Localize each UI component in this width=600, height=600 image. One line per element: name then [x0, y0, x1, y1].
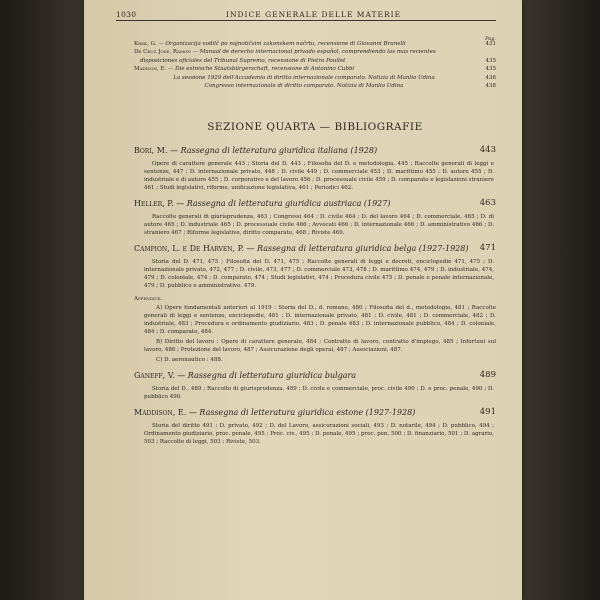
pag-label: Pag.: [485, 36, 496, 42]
bib-description: Storia del D., 489 ; Raccolte di giurisprudenza, 489 ; D. civile e commerciale, proc. civile 490 ; D. e proc. penale, 490 ; D. pubblico 490.: [144, 386, 494, 401]
entry-page: 431: [485, 41, 496, 47]
appendix-title: Appendice.: [134, 296, 163, 303]
entry-author: Krek, G.: [134, 41, 157, 47]
bib-author: Bori, M.: [134, 146, 168, 156]
bib-page: 491: [479, 407, 496, 418]
bib-author: Maddison, E.: [134, 408, 187, 418]
notice-page: 436: [485, 75, 496, 82]
bibliography-entry: [134, 145, 496, 156]
notice-text: Congresso internazionale di diritto comparato. Notizia di Manlio Udina: [204, 83, 404, 90]
bib-page: 463: [479, 198, 496, 209]
bib-title: — Rassegna di letteratura giuridica belga (1927-1928): [246, 244, 469, 254]
notice-page: 438: [485, 83, 496, 90]
bib-page: 443: [479, 145, 496, 156]
appendix-item: C) D. aeronautico : 488.: [156, 357, 223, 364]
page-number: 1030: [116, 10, 137, 19]
bib-description: Raccolte generali di giurisprudenza, 463 ; Congressi 464 ; D. civile 464 ; D. del lavoro 464 ; D. commerciale, 465 ; D. di autore 465 ; D. industriale 465 ; D. processuale civile 466 ; Avvocati 466 ; D. internazionale 466 ; D. amministrativo 466 ; D. straniero 467 ; Riforme legislative, diritto comparato, 468 ; Riviste 469.: [144, 214, 494, 237]
bib-page: 489: [479, 370, 496, 381]
running-header: [116, 6, 496, 21]
bib-description: Storia del D. 471, 475 ; Filosofia del D. 471, 475 ; Raccolte generali di leggi e decreti, enciclopedie 471, 475 ; D. internazionale privato, 472, 477 ; D. civile, 473, 477 ; D. commerciale 473, 478 ; D. marittimo 474, 479 ; D. industriale, 474, 479 ; D. coloniale, 474 ; D. comparato, 474 ; Studi legislativi, 474 ; Procedura civile 475 ; D. penale e penale internazionale, 479 ; D. pubblico e amministrativo. 479.: [144, 259, 494, 290]
bibliography-entry: [134, 370, 496, 381]
review-list: [134, 40, 496, 73]
entry-author: Madison, E.: [134, 65, 167, 72]
entry-author: De Cruz José, Ramon: [134, 49, 191, 56]
bib-description: Storia del diritto 491 ; D. privato, 492 ; D. del Lavoro, assicurazioni sociali, 493 ; D. notarile, 494 ; D. pubblico, 494 ; Ordinamento giudiziario, proc. penale, 495 ; Proc. civ., 495 ; D. penale, 495 ; proc. pen. 500 ; D. finanziario, 501 ; D. agrario, 503 ; Raccolte di leggi, 503 ; Riviste, 503.: [144, 423, 494, 446]
review-entry: [134, 40, 496, 48]
bibliography-entry: [134, 198, 496, 209]
bib-page: 471: [479, 243, 496, 254]
document-page: [84, 0, 522, 600]
bib-title: — Rassegna di letteratura giuridica italiana (1928): [170, 146, 378, 156]
notice-entry: [134, 83, 496, 89]
entry-text: — Die estnische Staatsbürgerschaft, recensione di Antonino Cubbi: [167, 65, 355, 72]
review-entry: [134, 65, 496, 73]
page-content: [134, 36, 496, 446]
running-title: INDICE GENERALE DELLE MATERIE: [226, 10, 402, 19]
notice-text: La sessione 1929 dell'Accademia di diritto internazionale comparato. Notizia di Manlio Udina: [173, 75, 435, 82]
bib-title: — Rassegna di letteratura giuridica austriaca (1927): [176, 199, 391, 209]
book-spine-shadow: [0, 0, 84, 600]
bib-author: Heller, P.: [134, 199, 174, 209]
notice-entry: [134, 75, 496, 81]
appendix-item: A) Opere fondamentali anteriori al 1919 : Storia del D., d. romano, 480 ; Filosofia del d., metodologia, 481 ; Raccolte generali di leggi e sentenze, enciclopedie, 481 ; D. internazionale privato, 481 ; D. civile, 481 ; D. commerciale, 482 ; D. industriale, 483 ; Procedura e ordinamento giudiziario, 483 ; D. penale 483 ; D. internazionale pubblico, 484 ; D. coloniale, 484 ; D. comparato, 484.: [144, 305, 496, 336]
bib-title: — Rassegna di letteratura giuridica estone (1927-1928): [188, 408, 416, 418]
bib-author: Campion, L. e De Harven, P.: [134, 244, 244, 254]
section-title: SEZIONE QUARTA — BIBLIOGRAFIE: [207, 121, 423, 134]
bibliography-entry: [134, 407, 496, 418]
bib-title: — Rassegna di letteratura giuridica bulgara: [177, 371, 357, 381]
entry-page: 435: [485, 65, 496, 72]
entry-text: — Manual de derecho internacional privado español, comprendiendo las mas recientes disposiciones oficiales del Tribunal Supremo, recensione di Pietro Poullet: [140, 49, 436, 64]
entry-page: 435: [485, 57, 496, 64]
review-entry: [134, 48, 496, 65]
bib-author: Ganeff, V.: [134, 371, 175, 381]
bibliography-block: [134, 145, 496, 446]
entry-text: — Organizacija vodilč po najnotičsim zakonskem načrtu, recensione di Giovanni Brunelli: [158, 41, 406, 47]
bib-description: Opere di carattere generale 443 ; Storia del D. 443 ; Filosofia del D. e metodologia, 445 ; Raccolte generali di leggi e sentenze, 447 ; D. internazionale privato, 448 ; D. civile 449 ; D. commerciale 453 ; D. marittimo 455 ; D. autore 455 ; D. industriale e di autore 455 ; D. corporativo e del lavoro 456 ; D. processuale civile 459 ; D. comparato e legislazioni straniere 461 ; Studi legislativi, riforme, unificazione legislativa, 461 ; Periodici 462.: [144, 161, 494, 192]
book-edge-shadow: [522, 0, 600, 600]
appendix-item: B) Diritto del lavoro : Opere di carattere generale, 484 ; Contratto di lavoro, contratto d'impiego, 485 ; Infortuni sul lavoro, 486 ; Protezione del lavoro, 487 ; Assicurazione degli operai, 487 ; Associazioni, 487.: [144, 339, 496, 354]
bibliography-entry: [134, 243, 496, 254]
